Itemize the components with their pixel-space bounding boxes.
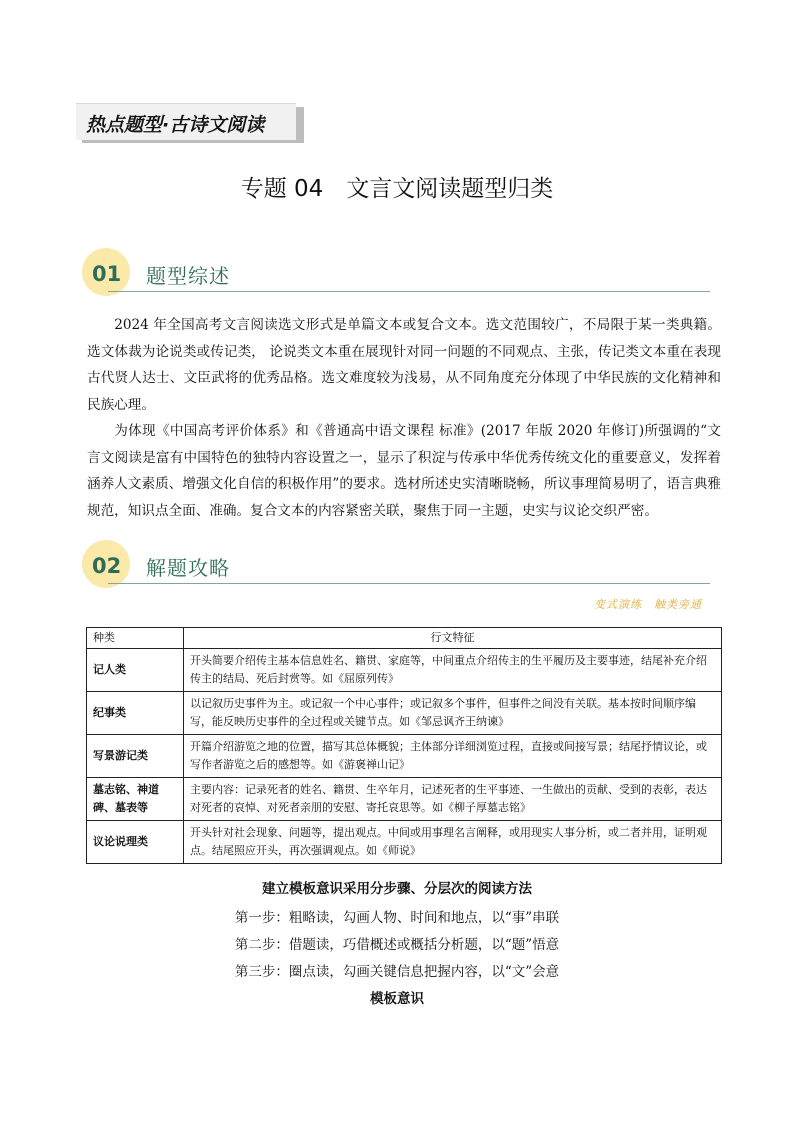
table-cell-feature: 开头简要介绍传主基本信息姓名、籍贯、家庭等，中间重点介绍传主的生平履历及主要事迹，结尾补充介绍传主的结局、死后封赏等。如《屈原列传》 (184, 649, 722, 692)
section-divider (108, 291, 710, 292)
section-header-strategy (78, 540, 718, 596)
table-cell-feature: 开篇介绍游览之地的位置，描写其总体概貌；主体部分详细浏览过程，直接或间接写景；结尾抒情议论，或写作者游览之后的感想等。如《游褒禅山记》 (184, 735, 722, 778)
table-row (87, 692, 722, 735)
document-title: 专题 04 文言文阅读题型归类 (240, 176, 554, 202)
table-cell-type: 写景游记类 (87, 735, 184, 778)
table-cell-feature: 主要内容：记录死者的姓名、籍贯、生卒年月，记述死者的生平事迹、一生做出的贡献、受到的表彰，表达对死者的哀悼、对死者亲朋的安慰、寄托哀思等。如《柳子厚墓志铭》 (184, 778, 722, 821)
topic-tag-label: 热点题型·古诗文阅读 (86, 114, 265, 136)
topic-tag (76, 103, 304, 143)
section-title: 题型综述 (146, 264, 230, 288)
table-header-row (87, 628, 722, 649)
overview-paragraph-1: 2024 年全国高考文言阅读选文形式是单篇文本或复合文本。选文范围较广，不局限于某一类典籍。选文体裁为论说类或传记类， 论说类文本重在展现针对同一问题的不同观点、主张，传记类文本重在表现古代贤人达士、文臣武将的优秀品格。选文难度较为浅易，从不同角度充分体现了中华民族的文化精神和民族心理。 (87, 317, 721, 413)
method-title: 建立模板意识采用分步骤、分层次的阅读方法 (262, 881, 532, 897)
table-cell-type: 墓志铭、神道碑、墓表等 (87, 778, 184, 821)
method-step-3: 第三步：圈点读，勾画关键信息把握内容，以“文”会意 (234, 964, 560, 980)
table-header-type: 种类 (87, 628, 184, 649)
table-cell-feature: 开头针对社会现象、问题等，提出观点。中间或用事理名言阐释，或用现实人事分析，或二者并用，证明观点。结尾照应开头，再次强调观点。如《师说》 (184, 821, 722, 864)
section-header-overview (78, 248, 718, 304)
tag-box (76, 103, 296, 140)
table-cell-type: 议论说理类 (87, 821, 184, 864)
table-cell-feature: 以记叙历史事件为主。或记叙一个中心事件；或记叙多个事件，但事件之间没有关联。基本按时间顺序编写，能反映历史事件的全过程或关键节点。如《邹忌讽齐王纳谏》 (184, 692, 722, 735)
table-row (87, 778, 722, 821)
section-number: 01 (92, 262, 122, 286)
section-title: 解题攻略 (146, 556, 230, 580)
table-row (87, 649, 722, 692)
table-cell-type: 纪事类 (87, 692, 184, 735)
table-cell-type: 记人类 (87, 649, 184, 692)
table-row (87, 735, 722, 778)
method-step-1: 第一步：粗略读，勾画人物、时间和地点，以“事”串联 (234, 910, 560, 926)
method-footer: 模板意识 (370, 991, 424, 1007)
table-row (87, 821, 722, 864)
section-number: 02 (92, 554, 122, 578)
genre-feature-table (86, 627, 722, 864)
section-divider (108, 583, 710, 584)
method-step-2: 第二步：借题读，巧借概述或概括分析题，以“题”悟意 (234, 937, 560, 953)
table-header-feature: 行文特征 (184, 628, 722, 649)
section-subnote: 变式演练 触类旁通 (594, 598, 702, 611)
overview-paragraph-2: 为体现《中国高考评价体系》和《普通高中语文课程 标准》(2017 年版 2020 年修订)所强调的“文言文阅读是富有中国特色的独特内容设置之一，显示了积淀与传承中华优秀传统文化的重要意义，发挥着涵养人文素质、增强文化自信的积极作用”的要求。选材所述史实清晰晓畅，所议事理简易明了，语言典雅规范，知识点全面、准确。复合文本的内容紧密关联，聚焦于同一主题，史实与议论交织严密。 (87, 423, 721, 519)
